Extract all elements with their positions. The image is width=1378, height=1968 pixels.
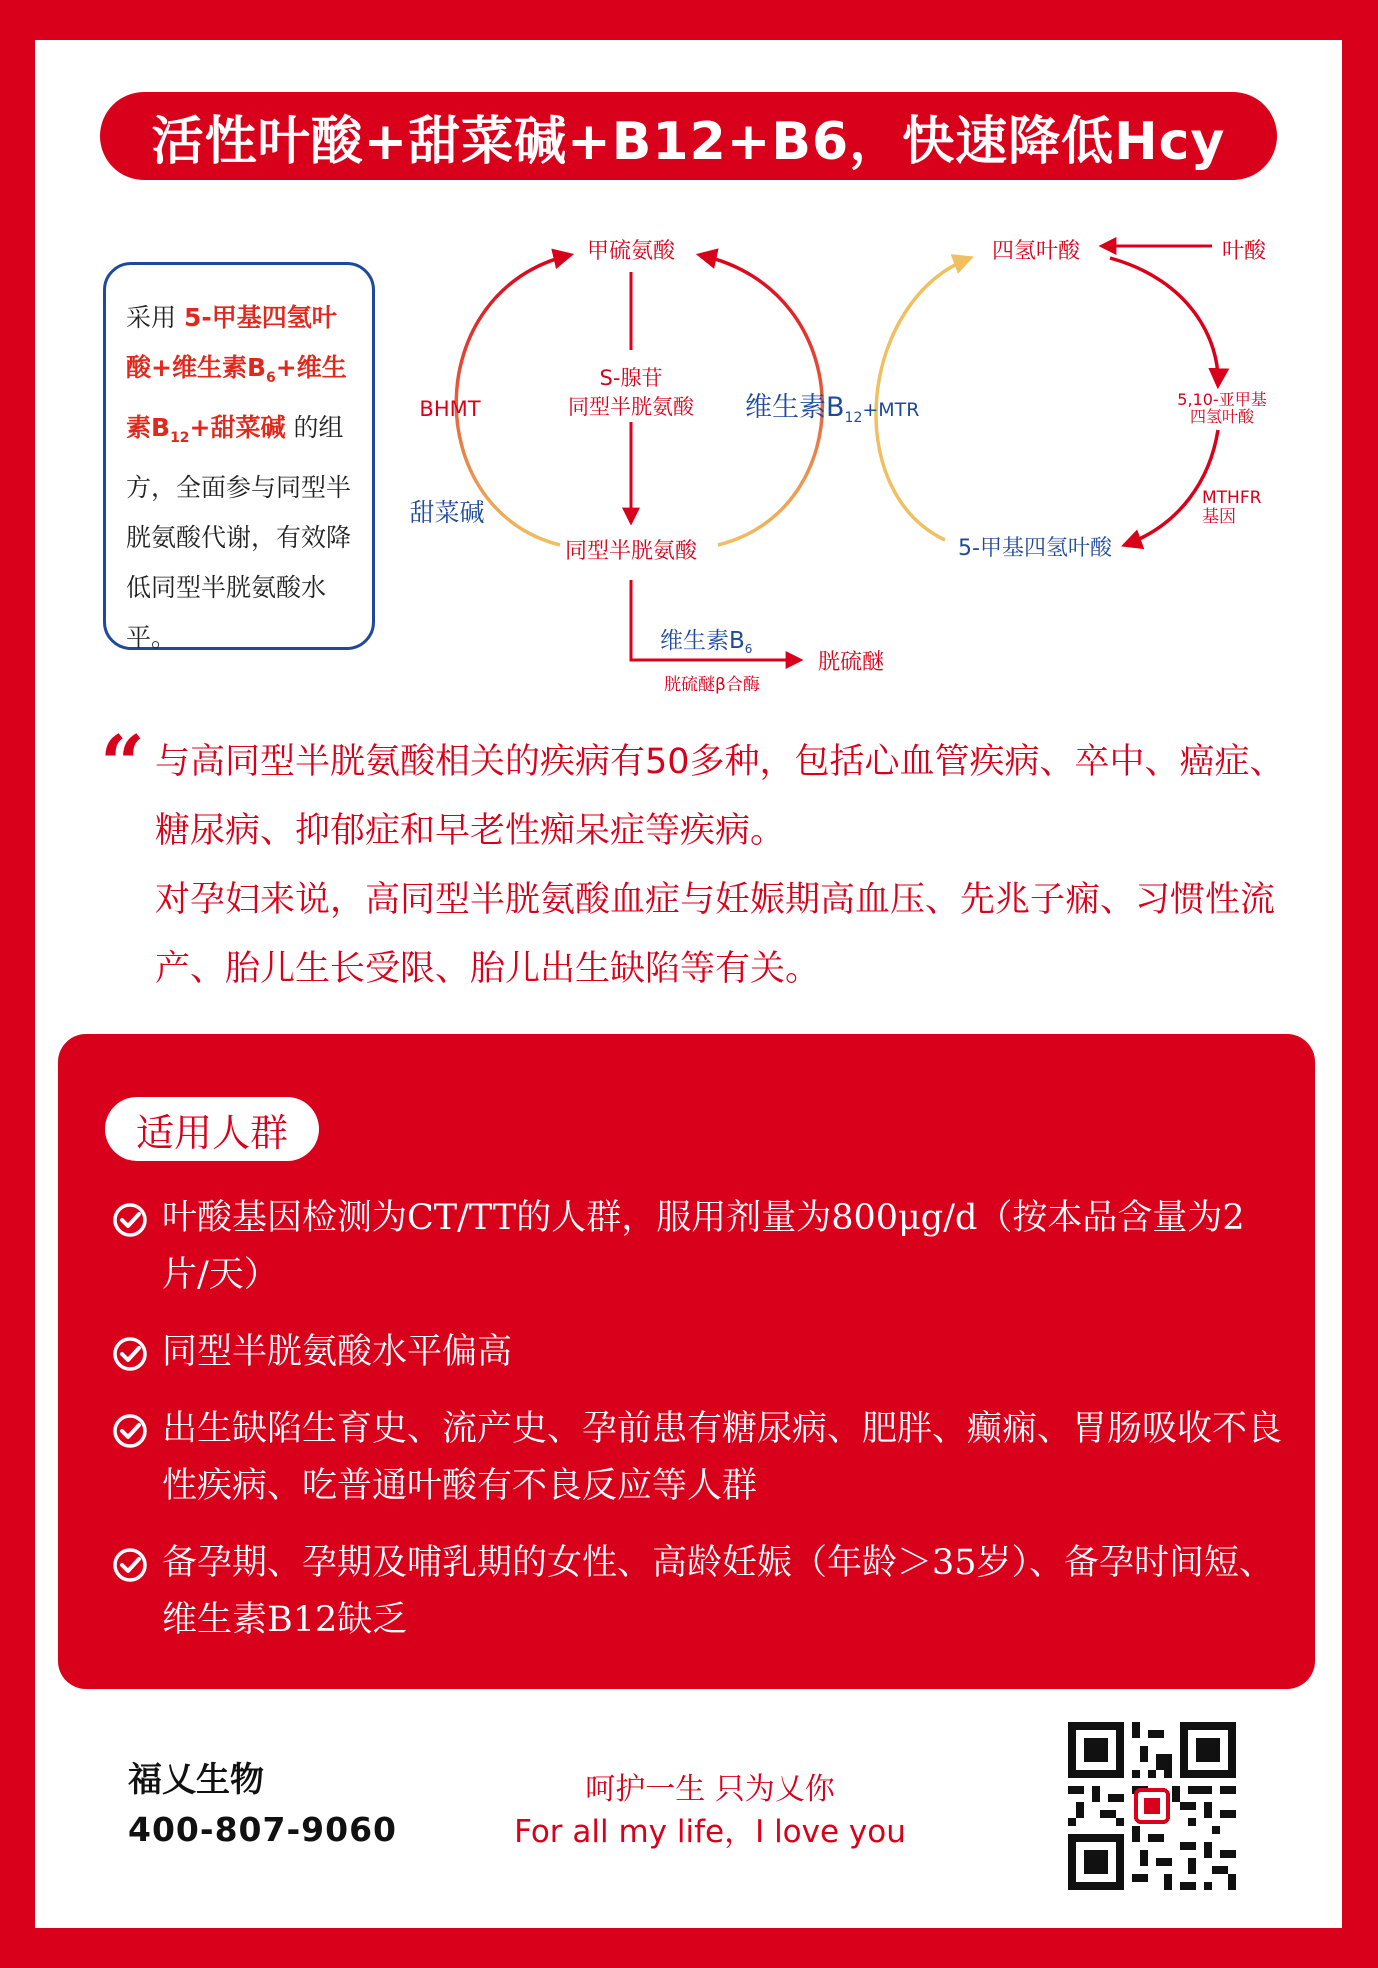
check-circle-icon bbox=[110, 1411, 150, 1451]
bhmt-label: BHMT bbox=[419, 397, 481, 421]
betaine-label: 甜菜碱 bbox=[409, 498, 485, 527]
methylene-thf-label-1: 5,10-亚甲基 bbox=[1177, 390, 1267, 409]
sam-label-2: 同型半胱氨酸 bbox=[568, 395, 694, 419]
mthfr-label-1: MTHFR bbox=[1202, 488, 1262, 508]
b6-label: 维生素$B_6$ bbox=[660, 628, 753, 656]
brand-name: 福乂生物 bbox=[128, 1760, 264, 1800]
check-circle-icon bbox=[110, 1334, 150, 1374]
audience-heading: 适用人群 bbox=[105, 1097, 319, 1161]
page-title: 活性叶酸+甜菜碱+B12+B6，快速降低Hcy bbox=[100, 92, 1277, 180]
methylene-thf-label-2: 四氢叶酸 bbox=[1189, 407, 1255, 426]
quote-paragraph-2: 对孕妇来说，高同型半胱氨酸血症与妊娠期高血压、先兆子痫、习惯性流产、胎儿生长受限、胎儿出生缺陷等有关。 bbox=[155, 880, 1276, 989]
info-text-2: 的组方，全面参与同型半胱氨酸代谢，有效降低同型半胱氨酸水平。 bbox=[126, 413, 352, 652]
homocysteine-label: 同型半胱氨酸 bbox=[564, 539, 698, 564]
mthfr-label-2: 基因 bbox=[1202, 507, 1236, 527]
quote-mark-icon: “ bbox=[100, 719, 145, 810]
check-circle-icon bbox=[110, 1200, 150, 1240]
audience-list bbox=[110, 1190, 1290, 1669]
slogan-english: For all my life，I love you bbox=[514, 1814, 906, 1850]
mthf-label: 5-甲基四氢叶酸 bbox=[958, 536, 1112, 561]
sam-label-1: S-腺苷 bbox=[599, 366, 663, 390]
folic-acid-label: 叶酸 bbox=[1221, 239, 1267, 264]
audience-item-text: 出生缺陷生育史、流产史、孕前患有糖尿病、肥胖、癫痫、胃肠吸收不良性疾病、吃普通叶酸有不良反应等人群 bbox=[162, 1409, 1283, 1506]
list-item bbox=[110, 1324, 1290, 1381]
cbs-label: 胱硫醚β合酶 bbox=[664, 675, 760, 695]
cystathionine-label: 胱硫醚 bbox=[817, 650, 885, 675]
audience-item-text: 同型半胱氨酸水平偏高 bbox=[162, 1332, 513, 1372]
thf-to-methylene-arc bbox=[1110, 258, 1218, 385]
list-item bbox=[110, 1190, 1290, 1304]
list-item bbox=[110, 1401, 1290, 1515]
b12-label: 维生素$B_{12}^{+MTR}$ bbox=[745, 392, 920, 426]
disease-quote bbox=[155, 728, 1315, 1004]
audience-item-text: 叶酸基因检测为CT/TT的人群，服用剂量为800μg/d（按本品含量为2片/天） bbox=[162, 1198, 1245, 1295]
thf-label: 四氢叶酸 bbox=[991, 239, 1081, 264]
methionine-label: 甲硫氨酸 bbox=[586, 239, 676, 264]
qr-code-icon[interactable] bbox=[1068, 1722, 1236, 1890]
info-highlight-1: 5-甲基四氢叶酸+维生素$B_6+$维生素$B_{12}+$甜菜碱 bbox=[126, 303, 347, 446]
metabolism-diagram bbox=[0, 0, 1378, 720]
audience-item-text: 备孕期、孕期及哺乳期的女性、高龄妊娠（年龄＞35岁）、备孕时间短、维生素B12缺乏 bbox=[162, 1543, 1275, 1640]
phone-number: 400-807-9060 bbox=[128, 1810, 398, 1849]
info-text-1: 采用 bbox=[126, 303, 177, 332]
check-circle-icon bbox=[110, 1545, 150, 1585]
list-item bbox=[110, 1535, 1290, 1649]
quote-paragraph-1: 与高同型半胱氨酸相关的疾病有50多种，包括心血管疾病、卒中、癌症、糖尿病、抑郁症和早老性痴呆症等疾病。 bbox=[155, 742, 1285, 851]
slogan-chinese: 呵护一生 只为乂你 bbox=[585, 1772, 835, 1807]
